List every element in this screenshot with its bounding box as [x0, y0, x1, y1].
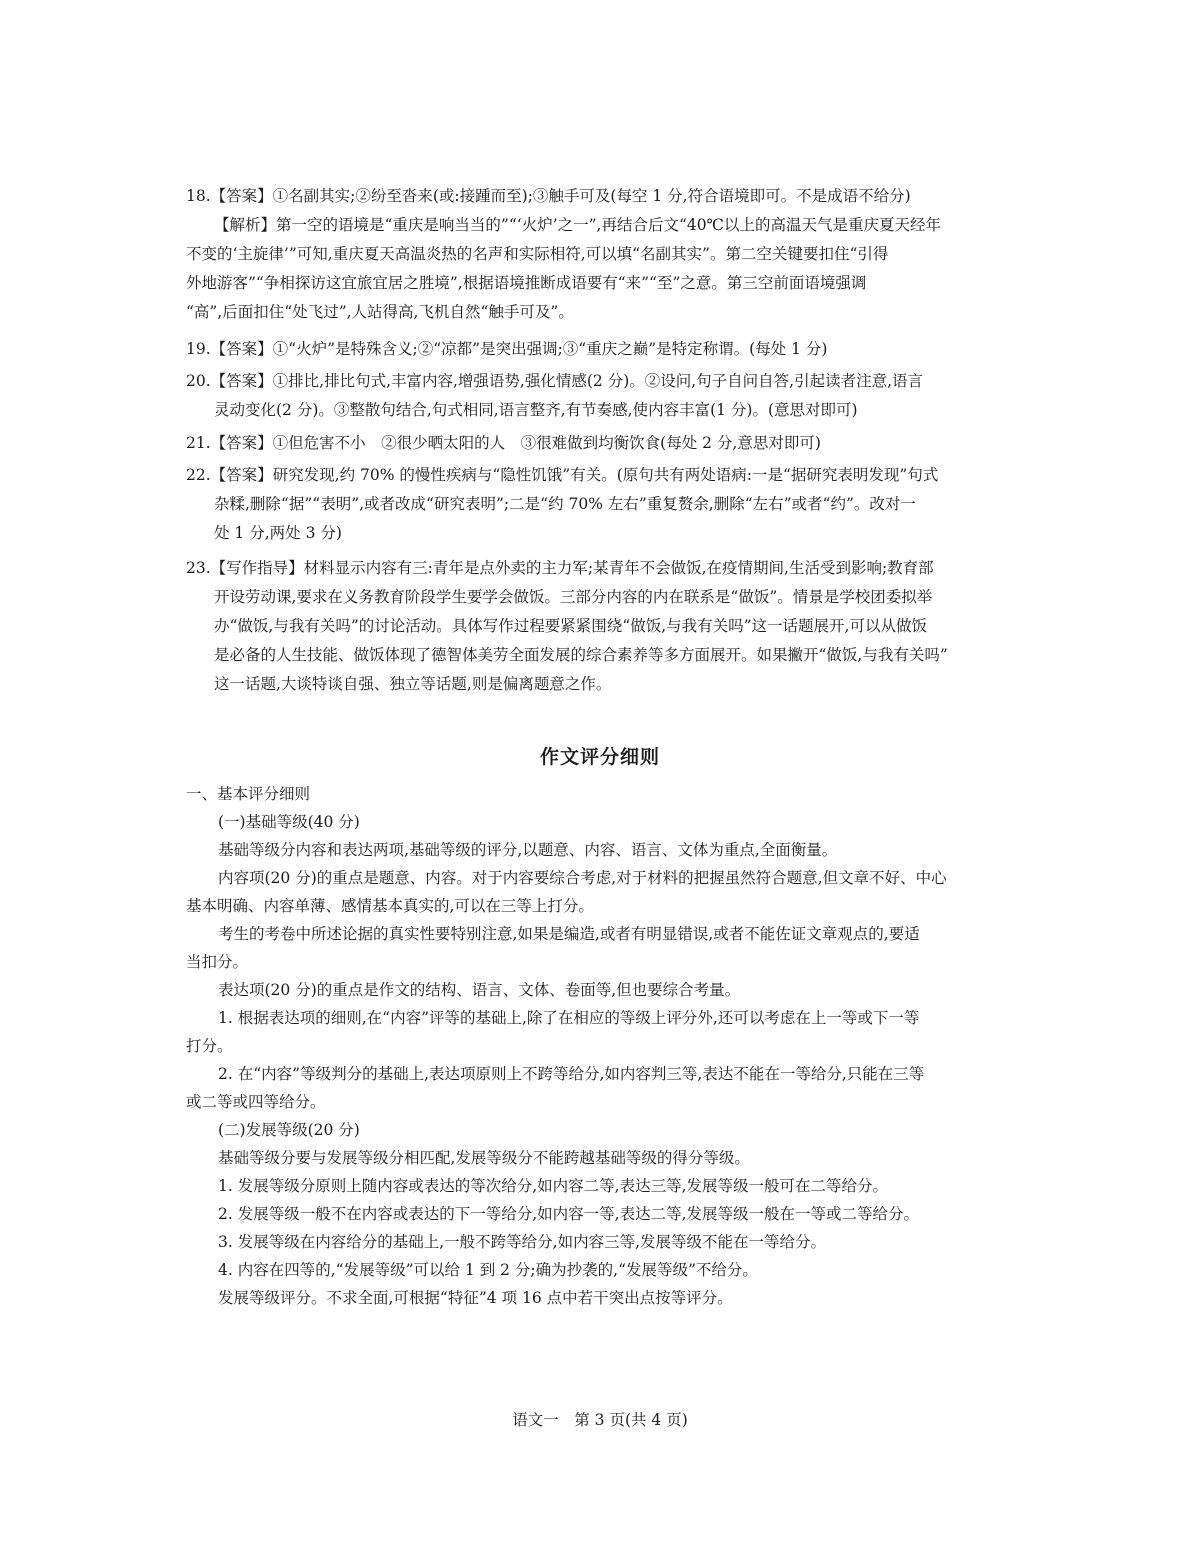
rubric-line: 3. 发展等级在内容给分的基础上,一般不跨等给分,如内容三等,发展等级不能在一等给分。 — [218, 1233, 826, 1251]
answer-18-line: 不变的‘主旋律’”可知,重庆夏天高温炎热的名声和实际相符,可以填“名副其实”。第二空关键要扣住“引得 — [186, 245, 889, 263]
rubric-line: 1. 发展等级分原则上随内容或表达的等次给分,如内容二等,表达三等,发展等级一般可在二等给分。 — [218, 1177, 888, 1195]
page-footer: 语文一 第 3 页(共 4 页) — [512, 1411, 688, 1429]
rubric-line: 4. 内容在四等的,“发展等级”可以给 1 到 2 分;确为抄袭的,“发展等级”不给分。 — [218, 1261, 758, 1279]
rubric-line: 基础等级分内容和表达两项,基础等级的评分,以题意、内容、语言、文体为重点,全面衡量。 — [218, 841, 838, 859]
answer-22-line: 杂糅,删除“据”“表明”,或者改成“研究表明”;二是“约 70% 左右”重复赘余,删除“左右”或者“约”。改对一 — [214, 495, 916, 513]
section-title: 作文评分细则 — [539, 746, 660, 768]
answer-22 — [186, 461, 1016, 548]
answer-18-line: 外地游客”“争相探访这宜旅宜居之胜境”,根据语境推断成语要有“来”“至”之意。第三空前面语境强调 — [186, 274, 867, 292]
answer-18-line: “高”,后面扣住“处飞过”,人站得高,飞机自然“触手可及”。 — [186, 303, 574, 321]
answer-20-line: 20.【答案】①排比,排比句式,丰富内容,增强语势,强化情感(2 分)。②设问,句子自问自答,引起读者注意,语言 — [186, 372, 924, 390]
answer-23 — [186, 554, 1016, 699]
answer-18 — [186, 182, 1016, 327]
answer-18-line: 18.【答案】①名副其实;②纷至沓来(或:接踵而至);③触手可及(每空 1 分,符合语境即可。不是成语不给分) — [186, 187, 911, 205]
rubric-line: 或二等或四等给分。 — [186, 1093, 326, 1111]
answer-21-line: 21.【答案】①但危害不小 ②很少晒太阳的人 ③很难做到均衡饮食(每处 2 分,意思对即可) — [186, 434, 821, 452]
answer-23-line: 办“做饭,与我有关吗”的讨论活动。具体写作过程要紧紧围绕“做饭,与我有关吗”这一话题展开,可以从做饭 — [214, 617, 927, 635]
answer-20 — [186, 367, 1016, 425]
rubric-line: (一)基础等级(40 分) — [218, 813, 360, 831]
rubric-line: 内容项(20 分)的重点是题意、内容。对于内容要综合考虑,对于材料的把握虽然符合题意,但文章不好、中心 — [218, 869, 947, 887]
answer-23-line: 开设劳动课,要求在义务教育阶段学生要学会做饭。三部分内容的内在联系是“做饭”。情景是学校团委拟举 — [214, 588, 933, 606]
rubric-line: (二)发展等级(20 分) — [218, 1121, 360, 1139]
rubric-line: 一、基本评分细则 — [186, 785, 311, 803]
answer-22-line: 22.【答案】研究发现,约 70% 的慢性疾病与“隐性饥饿”有关。(原句共有两处语病:一是“据研究表明发现”句式 — [186, 466, 939, 484]
answer-21 — [186, 429, 1016, 458]
rubric-line: 基础等级分要与发展等级分相匹配,发展等级分不能跨越基础等级的得分等级。 — [218, 1149, 750, 1167]
answer-22-line: 处 1 分,两处 3 分) — [214, 524, 342, 542]
answer-19-line: 19.【答案】①“火炉”是特殊含义;②“凉都”是突出强调;③“重庆之巅”是特定称谓。(每处 1 分) — [186, 340, 828, 358]
answer-19 — [186, 335, 1016, 364]
rubric-line: 当扣分。 — [186, 953, 249, 971]
answer-23-line: 这一话题,大谈特谈自强、独立等话题,则是偏离题意之作。 — [214, 675, 612, 693]
answer-20-line: 灵动变化(2 分)。③整散句结合,句式相同,语言整齐,有节奏感,使内容丰富(1 分)。(意思对即可) — [214, 401, 858, 419]
rubric-line: 考生的考卷中所述论据的真实性要特别注意,如果是编造,或者有明显错误,或者不能佐证文章观点的,要适 — [218, 925, 920, 943]
rubric-line: 1. 根据表达项的细则,在“内容”评等的基础上,除了在相应的等级上评分外,还可以考虑在上一等或下一等 — [218, 1009, 920, 1027]
rubric-line: 表达项(20 分)的重点是作文的结构、语言、文体、卷面等,但也要综合考量。 — [218, 981, 741, 999]
rubric-line: 2. 发展等级一般不在内容或表达的下一等给分,如内容一等,表达二等,发展等级一般在一等或二等给分。 — [218, 1205, 919, 1223]
answer-18-line: 【解析】第一空的语境是“重庆是响当当的”“‘火炉’之一”,再结合后文“40℃以上的高温天气是重庆夏天经年 — [214, 216, 941, 234]
rubric-line: 发展等级评分。不求全面,可根据“特征”4 项 16 点中若干突出点按等评分。 — [218, 1289, 733, 1307]
rubric-line: 2. 在“内容”等级判分的基础上,表达项原则上不跨等给分,如内容判三等,表达不能在一等给分,只能在三等 — [218, 1065, 925, 1083]
rubric-line: 基本明确、内容单薄、感情基本真实的,可以在三等上打分。 — [186, 897, 594, 915]
rubric-line: 打分。 — [186, 1037, 233, 1055]
rubric-body — [186, 780, 1016, 1312]
answer-23-line: 是必备的人生技能、做饭体现了德智体美劳全面发展的综合素养等多方面展开。如果撇开“做饭,与我有关吗” — [214, 646, 948, 664]
answer-23-line: 23.【写作指导】材料显示内容有三:青年是点外卖的主力军;某青年不会做饭,在疫情期间,生活受到影响;教育部 — [186, 559, 934, 577]
